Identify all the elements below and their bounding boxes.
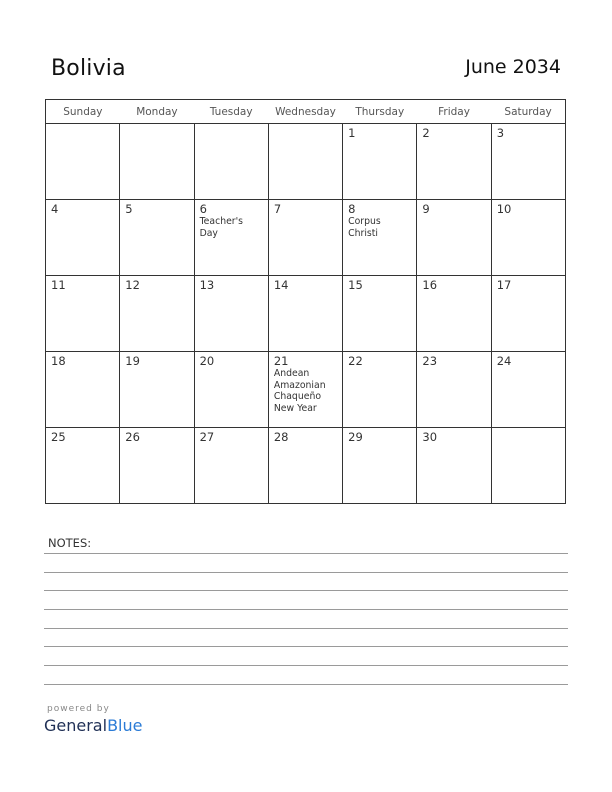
note-line [44, 572, 568, 573]
day-cell [268, 276, 342, 352]
day-number: 24 [496, 354, 512, 368]
day-cell [343, 124, 417, 200]
note-line [44, 609, 568, 610]
day-cell [417, 200, 491, 276]
day-cell [268, 352, 342, 428]
day-number: 23 [422, 354, 438, 368]
weekday-header: Tuesday [194, 100, 268, 124]
weekday-header: Thursday [343, 100, 417, 124]
day-cell [46, 200, 120, 276]
day-number: 26 [125, 430, 140, 444]
week-row [46, 352, 566, 428]
day-number: 9 [422, 202, 430, 216]
day-cell [268, 124, 342, 200]
day-cell [268, 200, 342, 276]
week-row [46, 200, 566, 276]
day-cell [417, 428, 491, 504]
week-row [46, 428, 566, 504]
day-number: 8 [348, 202, 356, 216]
calendar-grid [45, 99, 566, 504]
weekday-header: Wednesday [268, 100, 342, 124]
brand-blue: Blue [107, 716, 143, 735]
week-row [46, 124, 566, 200]
day-cell [194, 428, 268, 504]
day-number: 29 [348, 430, 363, 444]
day-number: 17 [496, 278, 512, 292]
day-cell [417, 276, 491, 352]
weekday-header: Monday [120, 100, 194, 124]
country-title: Bolivia [51, 56, 126, 81]
day-cell [491, 352, 565, 428]
note-line [44, 684, 568, 685]
weekday-header: Saturday [491, 100, 565, 124]
note-line [44, 553, 568, 554]
weekday-header-row [46, 100, 566, 124]
day-cell [46, 276, 120, 352]
day-cell [120, 352, 194, 428]
holiday-label: Teacher's Day [199, 216, 244, 239]
day-cell [491, 124, 565, 200]
day-cell [343, 352, 417, 428]
day-number: 19 [125, 354, 140, 368]
notes-label: NOTES: [48, 536, 92, 550]
note-line [44, 590, 568, 591]
day-number: 12 [125, 278, 140, 292]
day-cell [120, 276, 194, 352]
brand-general: General [44, 716, 108, 735]
day-cell [46, 124, 120, 200]
day-cell [417, 352, 491, 428]
day-number: 2 [422, 126, 430, 140]
weekday-header: Sunday [46, 100, 120, 124]
day-number: 22 [348, 354, 363, 368]
note-line [44, 665, 568, 666]
day-cell [343, 276, 417, 352]
day-cell [268, 428, 342, 504]
day-number: 21 [273, 354, 289, 368]
day-number: 18 [51, 354, 66, 368]
month-year-title: June 2034 [465, 56, 561, 78]
day-number: 25 [51, 430, 66, 444]
day-number: 7 [273, 202, 282, 216]
day-cell [491, 428, 565, 504]
note-line [44, 628, 568, 629]
generalblue-logo[interactable] [44, 716, 142, 735]
day-cell [417, 124, 491, 200]
day-number: 10 [496, 202, 512, 216]
note-line [44, 646, 568, 647]
day-number: 13 [199, 278, 215, 292]
day-number: 6 [199, 202, 207, 216]
day-number: 11 [51, 278, 66, 292]
day-number: 16 [422, 278, 438, 292]
day-cell [120, 428, 194, 504]
day-cell [343, 428, 417, 504]
day-number: 3 [496, 126, 505, 140]
day-cell [120, 200, 194, 276]
day-number: 30 [422, 430, 438, 444]
day-number: 14 [273, 278, 289, 292]
day-cell [491, 276, 565, 352]
holiday-label: Corpus Christi [348, 216, 381, 239]
holiday-label: Andean Amazonian Chaqueño New Year [273, 368, 326, 414]
day-number: 5 [125, 202, 133, 216]
day-number: 4 [51, 202, 59, 216]
day-cell [194, 276, 268, 352]
day-number: 15 [348, 278, 363, 292]
weekday-header: Friday [417, 100, 491, 124]
day-cell [46, 352, 120, 428]
day-cell [120, 124, 194, 200]
day-cell [491, 200, 565, 276]
day-number: 28 [273, 430, 289, 444]
day-cell [194, 352, 268, 428]
day-cell [194, 200, 268, 276]
week-row [46, 276, 566, 352]
day-number: 20 [199, 354, 215, 368]
day-number: 1 [348, 126, 356, 140]
powered-by-text: powered by [47, 704, 110, 714]
day-cell [46, 428, 120, 504]
day-number: 27 [199, 430, 215, 444]
day-cell [194, 124, 268, 200]
day-cell [343, 200, 417, 276]
